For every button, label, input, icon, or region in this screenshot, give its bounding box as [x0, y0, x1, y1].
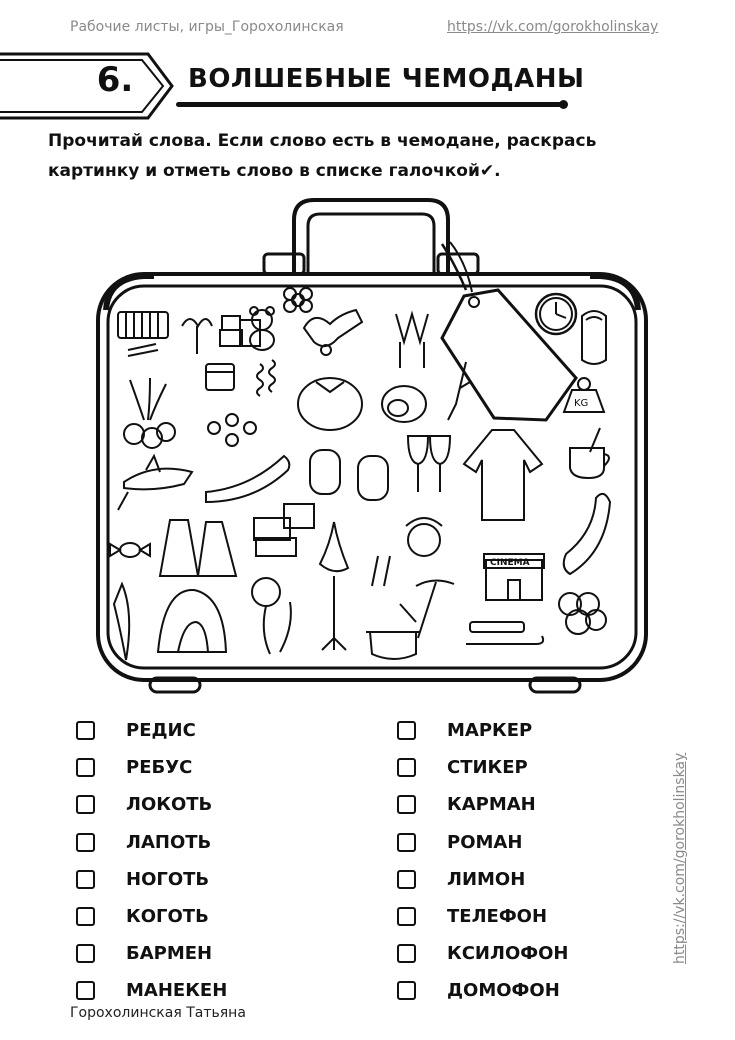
luggage-tag-icon — [442, 242, 576, 420]
suitcase-handle — [264, 200, 478, 274]
word-row[interactable] — [397, 935, 568, 972]
pocket-icon — [206, 364, 234, 390]
word-row[interactable] — [397, 972, 568, 1009]
word-row[interactable] — [397, 712, 568, 749]
instruction-line-2-text: картинку и отметь слово в списке галочкой — [48, 161, 480, 181]
eggplant-icon — [564, 494, 610, 574]
checkbox[interactable] — [397, 758, 416, 777]
wine-glasses-icon — [408, 436, 450, 492]
checkbox[interactable] — [397, 795, 416, 814]
kimono-icon — [464, 430, 542, 520]
checkbox[interactable] — [76, 981, 95, 1000]
word-row[interactable] — [397, 898, 568, 935]
xylophone-icon — [118, 312, 168, 356]
word-row[interactable] — [76, 712, 227, 749]
checkbox[interactable] — [76, 870, 95, 889]
kiwi-icon — [382, 386, 426, 422]
dresses-icon — [160, 520, 236, 576]
weight-label: KG — [574, 398, 589, 409]
clock-icon — [536, 294, 576, 334]
sandals-icon — [310, 450, 388, 500]
checkbox[interactable] — [76, 795, 95, 814]
checkbox[interactable] — [397, 981, 416, 1000]
checkbox[interactable] — [76, 721, 95, 740]
checkbox[interactable] — [76, 907, 95, 926]
word-label: МАНЕКЕН — [126, 980, 228, 1002]
word-label: КОГОТЬ — [126, 906, 209, 928]
sled-icon — [466, 622, 543, 644]
side-link[interactable]: https://vk.com/gorokholinskay — [672, 752, 688, 964]
word-label: БАРМЕН — [126, 943, 213, 965]
word-label: ДОМОФОН — [447, 980, 560, 1002]
rebus-flowers-icon — [208, 414, 256, 446]
toy-blocks-icon — [220, 316, 260, 346]
word-row[interactable] — [76, 824, 227, 861]
word-row[interactable] — [397, 786, 568, 823]
word-row[interactable] — [397, 824, 568, 861]
shark-icon — [118, 456, 192, 510]
candy-icon — [110, 543, 150, 557]
word-row[interactable] — [76, 749, 227, 786]
mannequin-icon — [320, 522, 348, 650]
fingernail-icon — [582, 311, 606, 364]
word-label: КСИЛОФОН — [447, 943, 569, 965]
cinema-sign-label: CINEMA — [490, 558, 530, 568]
tea-cup-icon — [570, 428, 609, 478]
boy-icon — [406, 518, 442, 556]
instruction-end: . — [494, 161, 501, 181]
word-row[interactable] — [397, 749, 568, 786]
word-label: РОМАН — [447, 831, 523, 853]
poppy-icon — [252, 578, 291, 654]
page-title: ВОЛШЕБНЫЕ ЧЕМОДАНЫ — [188, 64, 585, 94]
word-label: РЕДИС — [126, 720, 196, 742]
radish-icon — [124, 378, 175, 448]
word-row[interactable] — [76, 786, 227, 823]
cinema-icon — [484, 554, 544, 600]
word-label: КАРМАН — [447, 794, 536, 816]
suspenders-icon — [396, 314, 428, 368]
word-row[interactable] — [76, 861, 227, 898]
instruction-line-2 — [48, 156, 688, 186]
title-underline — [176, 102, 564, 107]
suitcase-body-outer — [98, 274, 646, 680]
word-label: ТЕЛЕФОН — [447, 906, 548, 928]
lego-bricks-icon — [254, 504, 314, 556]
checkbox[interactable] — [397, 907, 416, 926]
word-row[interactable] — [76, 935, 227, 972]
suitcase-body-inner — [108, 286, 636, 668]
instruction — [48, 126, 688, 186]
checkbox[interactable] — [397, 721, 416, 740]
checkbox[interactable] — [397, 870, 416, 889]
word-list-right — [397, 712, 568, 1010]
hand-icon — [304, 310, 362, 355]
word-row[interactable] — [76, 898, 227, 935]
word-row[interactable] — [76, 972, 227, 1009]
checkbox[interactable] — [76, 833, 95, 852]
word-label: НОГОТЬ — [126, 868, 210, 890]
checkbox[interactable] — [397, 833, 416, 852]
word-label: ЛАПОТЬ — [126, 831, 212, 853]
word-label: РЕБУС — [126, 757, 193, 779]
suitcase-illustration — [94, 192, 650, 704]
word-list-left — [76, 712, 227, 1010]
sausage-icon — [206, 456, 289, 502]
instruction-line-1: Прочитай слова. Если слово есть в чемодане, раскрась — [48, 131, 597, 151]
header-source-text: Рабочие листы, игры_Горохолинская — [70, 19, 344, 35]
word-label: ЛОКОТЬ — [126, 794, 213, 816]
flower-icon — [284, 288, 312, 312]
checkbox[interactable] — [76, 944, 95, 963]
header-link[interactable]: https://vk.com/gorokholinskay — [447, 19, 659, 35]
pot-icon — [366, 604, 420, 659]
word-label: МАРКЕР — [447, 720, 533, 742]
bow-icon — [182, 319, 212, 354]
cave-icon — [158, 590, 226, 652]
checkbox[interactable] — [397, 944, 416, 963]
checkbox[interactable] — [76, 758, 95, 777]
task-number: 6. — [96, 60, 134, 100]
checkmark-icon: ✔ — [479, 161, 495, 181]
feather-icon — [114, 584, 129, 660]
teddy-bear-icon — [250, 307, 274, 350]
word-label: СТИКЕР — [447, 757, 528, 779]
word-label: ЛИМОН — [447, 868, 526, 890]
markers-icon — [372, 556, 390, 586]
pickaxe-icon — [416, 580, 454, 638]
footer-author: Горохолинская Татьяна — [70, 1005, 246, 1021]
persimmon-icon — [298, 378, 362, 430]
balls-icon — [559, 593, 606, 634]
springs-icon — [257, 360, 275, 396]
word-row[interactable] — [397, 861, 568, 898]
